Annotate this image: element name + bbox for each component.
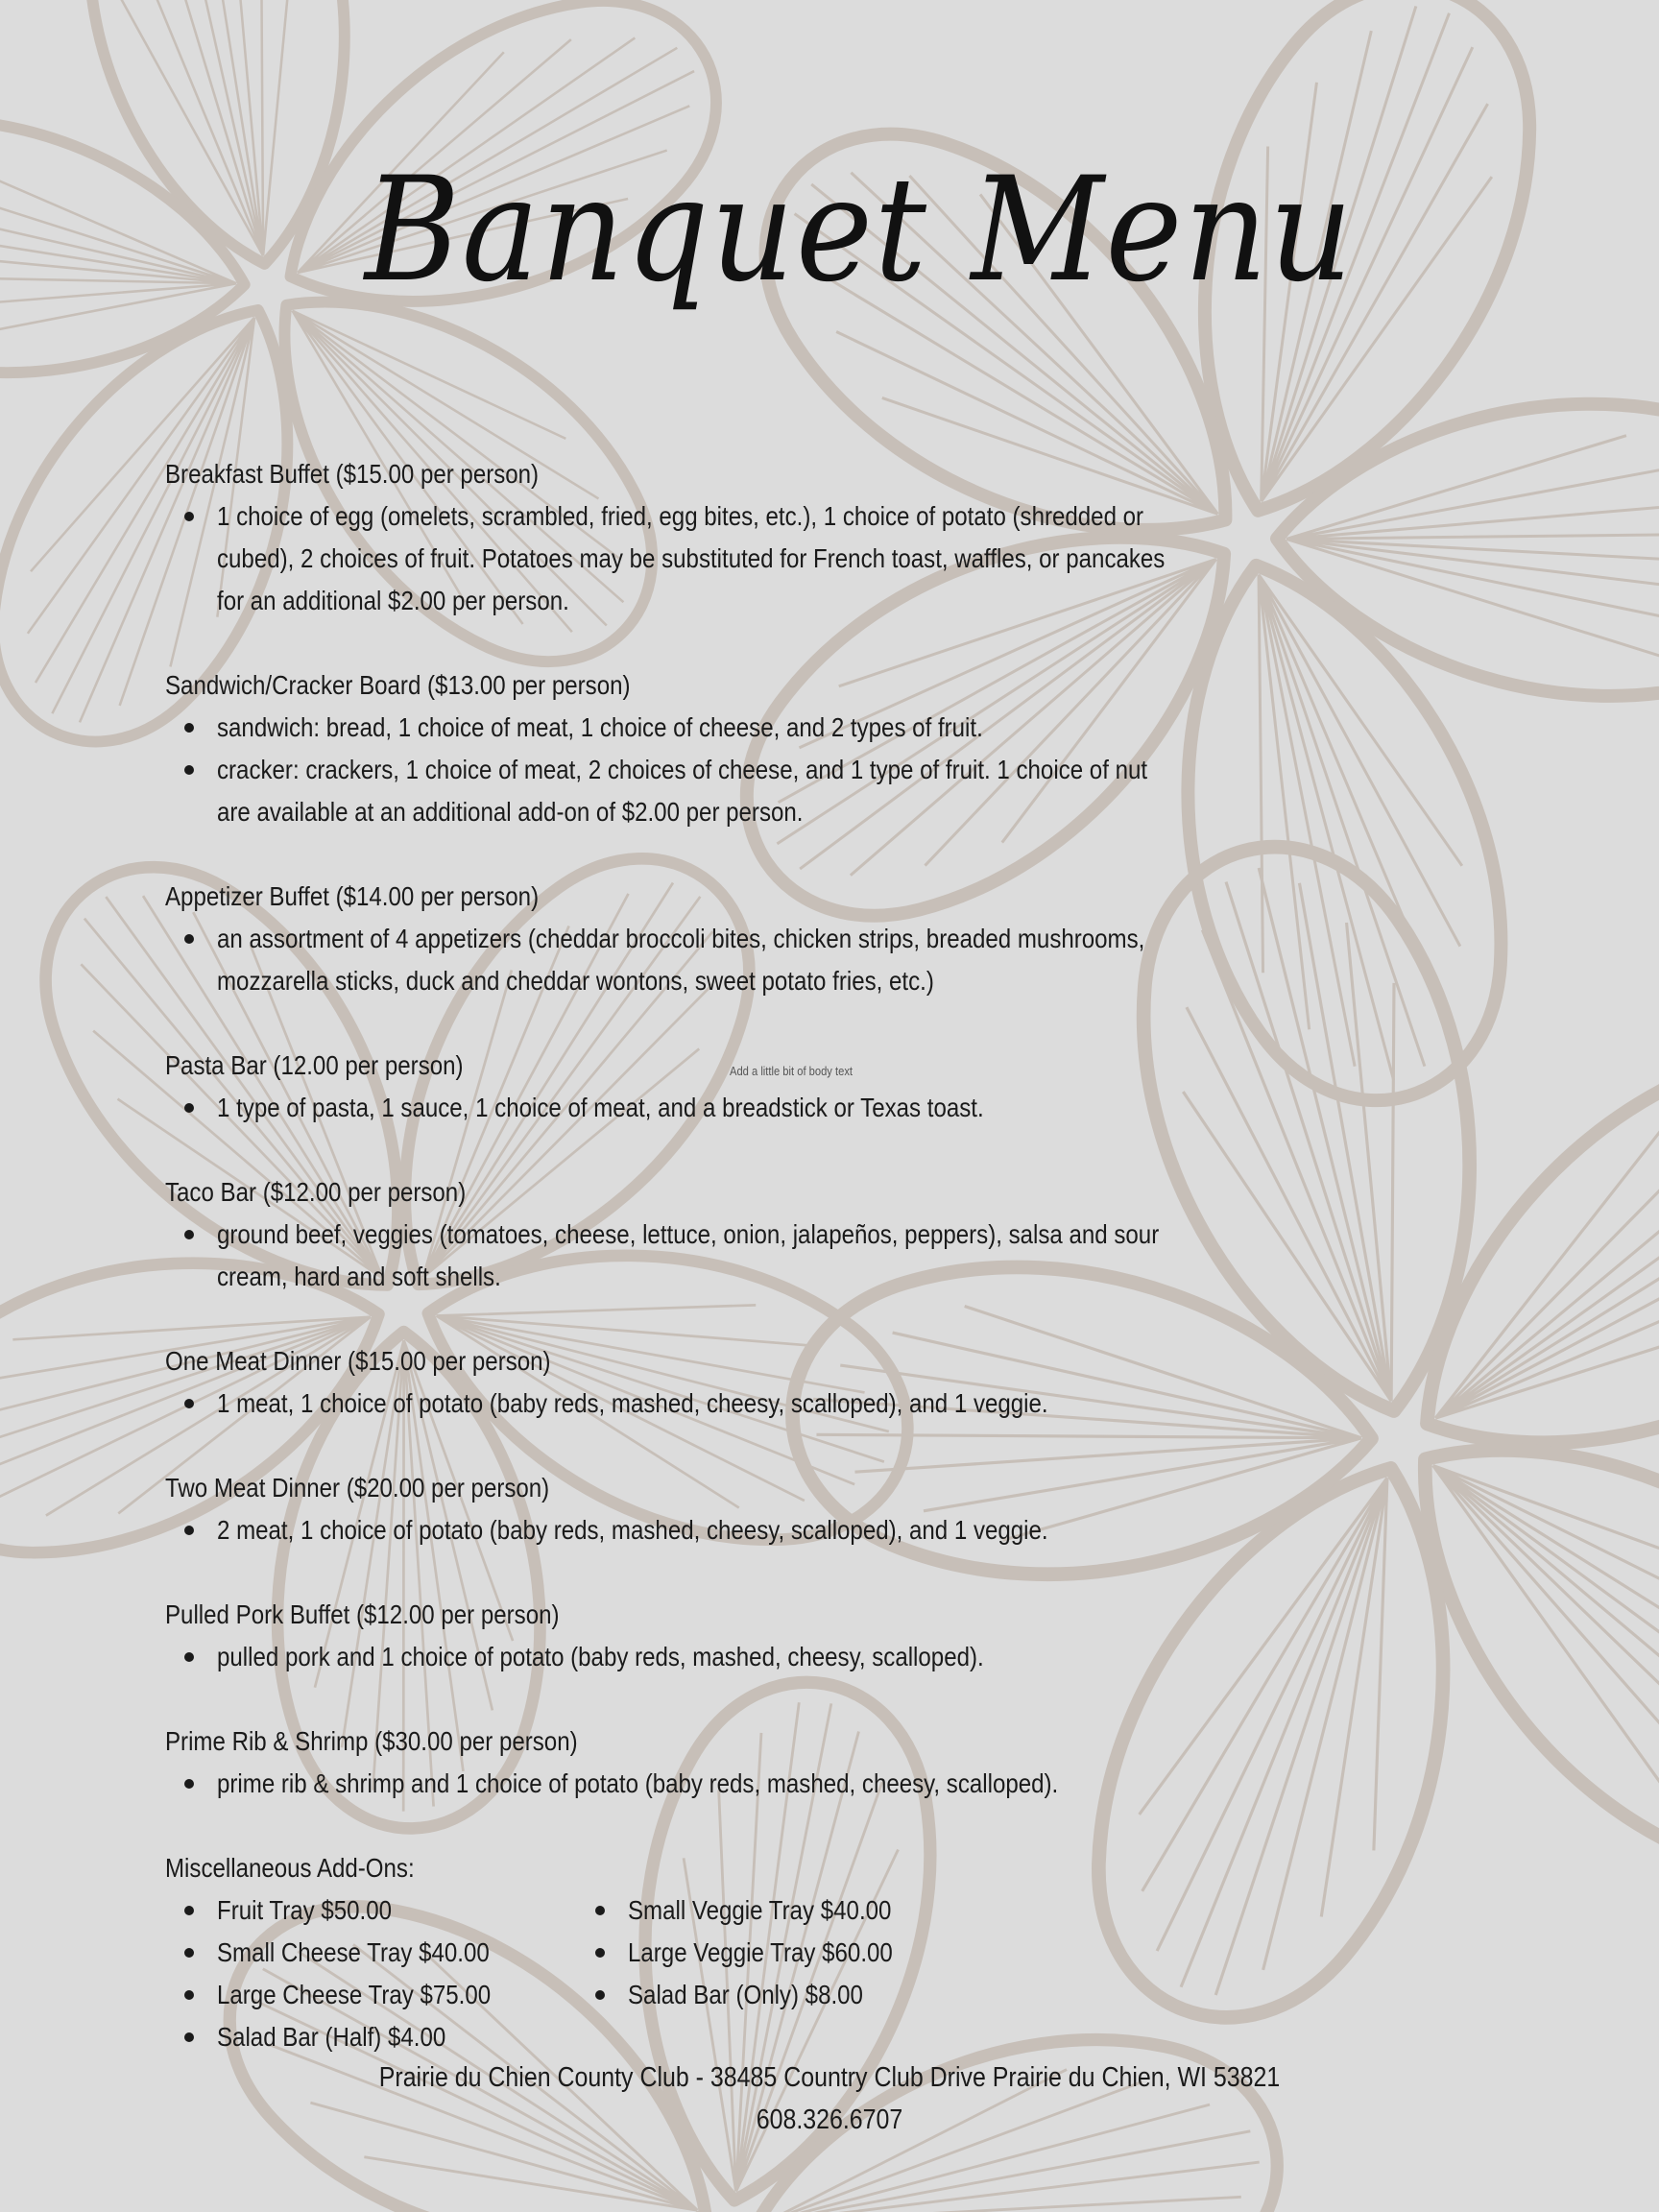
addons-right-list	[576, 1889, 987, 2058]
menu-item-text: pulled pork and 1 choice of potato (baby reds, mashed, cheesy, scalloped).	[217, 1642, 984, 1671]
menu-item-text: 1 meat, 1 choice of potato (baby reds, mashed, cheesy, scalloped), and 1 veggie.	[217, 1388, 1048, 1418]
menu-section	[165, 453, 1528, 622]
bullet-icon	[184, 1906, 194, 1915]
menu-section	[165, 1045, 1528, 1129]
menu-section	[165, 1340, 1528, 1425]
menu-section-title: Pasta Bar (12.00 per person)	[165, 1050, 464, 1080]
menu-section	[165, 1594, 1528, 1678]
menu-item-text: Large Cheese Tray $75.00	[217, 1980, 492, 2009]
menu-item	[165, 1087, 1528, 1129]
menu-item-text: Large Veggie Tray $60.00	[628, 1937, 893, 1967]
bullet-icon	[184, 1526, 194, 1535]
menu-item	[165, 1214, 1528, 1298]
footer-address: Prairie du Chien County Club - 38485 Country Club Drive Prairie du Chien, WI 53821	[378, 2062, 1281, 2093]
bullet-icon	[184, 2032, 194, 2042]
addons-section	[165, 1847, 1528, 2058]
menu-item-text: an assortment of 4 appetizers (cheddar broccoli bites, chicken strips, breaded mushrooms, mozzarella sticks, duck and cheddar wontons, sweet potato fries, etc.)	[217, 924, 1145, 996]
menu-item	[165, 495, 1528, 622]
bullet-icon	[184, 1230, 194, 1239]
footer-phone: 608.326.6707	[756, 2104, 903, 2135]
addon-item	[576, 1889, 987, 1932]
menu-item-list	[165, 1763, 1528, 1805]
menu-item-text: Small Cheese Tray $40.00	[217, 1937, 490, 1967]
menu-item-list	[165, 1087, 1528, 1129]
menu-item	[165, 1382, 1528, 1425]
menu-section	[165, 1720, 1528, 1805]
menu-item-text: ground beef, veggies (tomatoes, cheese, lettuce, onion, jalapeños, peppers), salsa and sour cream, hard and soft shells.	[217, 1219, 1160, 1291]
menu-item-list	[165, 918, 1528, 1002]
bullet-icon	[184, 1948, 194, 1958]
menu-item-text: 1 type of pasta, 1 sauce, 1 choice of meat, and a breadstick or Texas toast.	[217, 1093, 984, 1122]
bullet-icon	[184, 765, 194, 775]
addon-item	[165, 1974, 576, 2016]
menu-title: Banquet Menu	[365, 147, 1355, 314]
menu-item-text: Salad Bar (Half) $4.00	[217, 2022, 446, 2052]
menu-item-text: Salad Bar (Only) $8.00	[628, 1980, 863, 2009]
menu-section	[165, 1171, 1528, 1298]
menu-sections	[165, 453, 1528, 1805]
menu-item	[165, 749, 1528, 833]
bullet-icon	[184, 1779, 194, 1789]
addons-title: Miscellaneous Add-Ons:	[165, 1853, 415, 1883]
menu-section-title: One Meat Dinner ($15.00 per person)	[165, 1346, 551, 1376]
menu-section-title: Pulled Pork Buffet ($12.00 per person)	[165, 1599, 560, 1629]
menu-item-text: 2 meat, 1 choice of potato (baby reds, mashed, cheesy, scalloped), and 1 veggie.	[217, 1515, 1048, 1545]
addon-item	[576, 1974, 987, 2016]
menu-section-title: Prime Rib & Shrimp ($30.00 per person)	[165, 1726, 578, 1756]
menu-section	[165, 1467, 1528, 1551]
addons-columns	[165, 1889, 1528, 2058]
menu-item-list	[165, 1382, 1528, 1425]
addon-item	[165, 2016, 576, 2058]
bullet-icon	[595, 1948, 605, 1958]
menu-item-text: 1 choice of egg (omelets, scrambled, fried, egg bites, etc.), 1 choice of potato (shredded or cubed), 2 choices of fruit. Potatoes may be substituted for French toast, waffles, or pancakes for an additional $2.00 per person.	[217, 501, 1166, 615]
bullet-icon	[184, 723, 194, 733]
bullet-icon	[184, 1990, 194, 2000]
bullet-icon	[595, 1906, 605, 1915]
placeholder-body-text: Add a little bit of body text	[730, 1064, 854, 1078]
menu-item-text: sandwich: bread, 1 choice of meat, 1 choice of cheese, and 2 types of fruit.	[217, 712, 983, 742]
menu-content	[165, 453, 1528, 2101]
menu-item-list	[165, 1214, 1528, 1298]
menu-item	[165, 707, 1528, 749]
menu-item-list	[165, 1509, 1528, 1551]
menu-item-text: cracker: crackers, 1 choice of meat, 2 choices of cheese, and 1 type of fruit. 1 choice of nut are available at an additional add-on of $2.00 per person.	[217, 755, 1148, 827]
menu-item	[165, 918, 1528, 1002]
menu-section-title: Breakfast Buffet ($15.00 per person)	[165, 459, 540, 489]
bullet-icon	[184, 934, 194, 944]
bullet-icon	[595, 1990, 605, 2000]
menu-item-list	[165, 495, 1528, 622]
menu-section-title: Appetizer Buffet ($14.00 per person)	[165, 881, 540, 911]
menu-item-list	[165, 1636, 1528, 1678]
menu-item-text: prime rib & shrimp and 1 choice of potato (baby reds, mashed, cheesy, scalloped).	[217, 1768, 1059, 1798]
menu-section-title: Two Meat Dinner ($20.00 per person)	[165, 1473, 550, 1503]
footer	[0, 2056, 1659, 2141]
bullet-icon	[184, 1652, 194, 1662]
menu-section	[165, 664, 1528, 833]
menu-item	[165, 1509, 1528, 1551]
menu-item-text: Fruit Tray $50.00	[217, 1895, 393, 1925]
menu-item	[165, 1636, 1528, 1678]
bullet-icon	[184, 1399, 194, 1408]
addons-left-list	[165, 1889, 576, 2058]
menu-item-text: Small Veggie Tray $40.00	[628, 1895, 892, 1925]
menu-item-list	[165, 707, 1528, 833]
addon-item	[165, 1932, 576, 1974]
menu-section-title: Sandwich/Cracker Board ($13.00 per person)	[165, 670, 631, 700]
bullet-icon	[184, 1103, 194, 1113]
addon-item	[165, 1889, 576, 1932]
menu-section-title: Taco Bar ($12.00 per person)	[165, 1177, 467, 1207]
menu-item	[165, 1763, 1528, 1805]
bullet-icon	[184, 512, 194, 521]
menu-section	[165, 876, 1528, 1002]
addon-item	[576, 1932, 987, 1974]
